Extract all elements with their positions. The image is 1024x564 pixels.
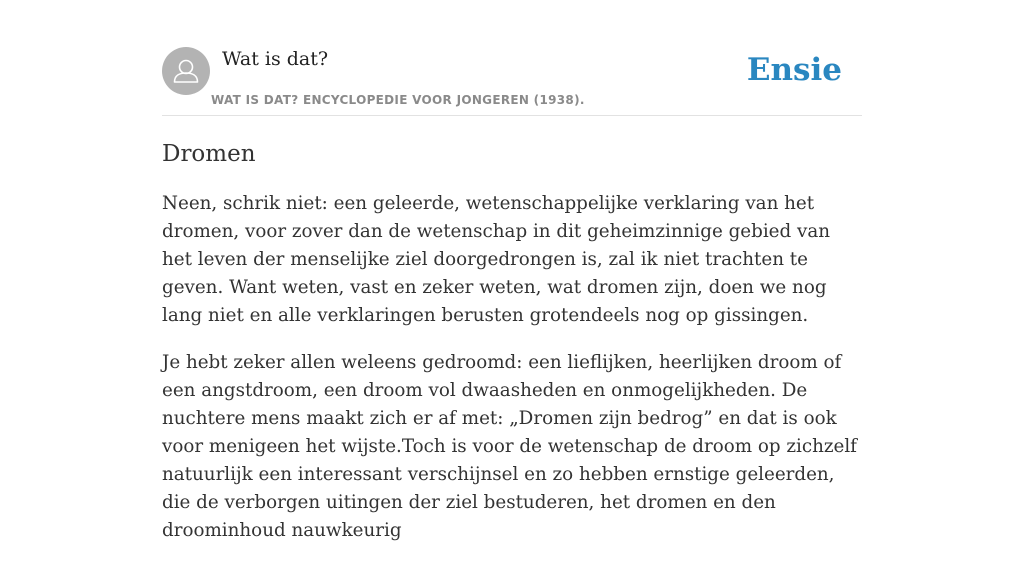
author-name[interactable]: Wat is dat? [222,48,329,70]
article-body [162,138,862,564]
article-paragraph: Neen, schrik niet: een geleerde, wetenschappelijke verklaring van het dromen, voor zover dan de wetenschap in dit geheimzinnige gebied van het leven der menselijke ziel doorgedrongen is, zal ik niet trachten te geven. Want weten, vast en zeker weten, wat dromen zijn, doen we nog lang niet en alle verklaringen berusten grotendeels nog op gissingen. [162,193,830,326]
ensie-logo[interactable]: Ensie [746,52,842,88]
article-title: Dromen [162,141,256,167]
source-label[interactable]: WAT IS DAT? ENCYCLOPEDIE VOOR JONGEREN (1938). [211,93,585,107]
user-silhouette-icon[interactable] [162,47,210,95]
article-paragraph: Je hebt zeker allen weleens gedroomd: een lieflijken, heerlijken droom of een angstdroom, een droom vol dwaasheden en onmogelijkheden. De nuchtere mens maakt zich er af met: „Dromen zijn bedrog” en dat is ook voor menigeen het wijste.Toch is voor de wetenschap de droom op zichzelf natuurlijk een interessant verschijnsel en zo hebben ernstige geleerden, die de verborgen uitingen der ziel bestuderen, het dromen en den droominhoud nauwkeurig [162,352,857,541]
article-header [162,46,862,116]
